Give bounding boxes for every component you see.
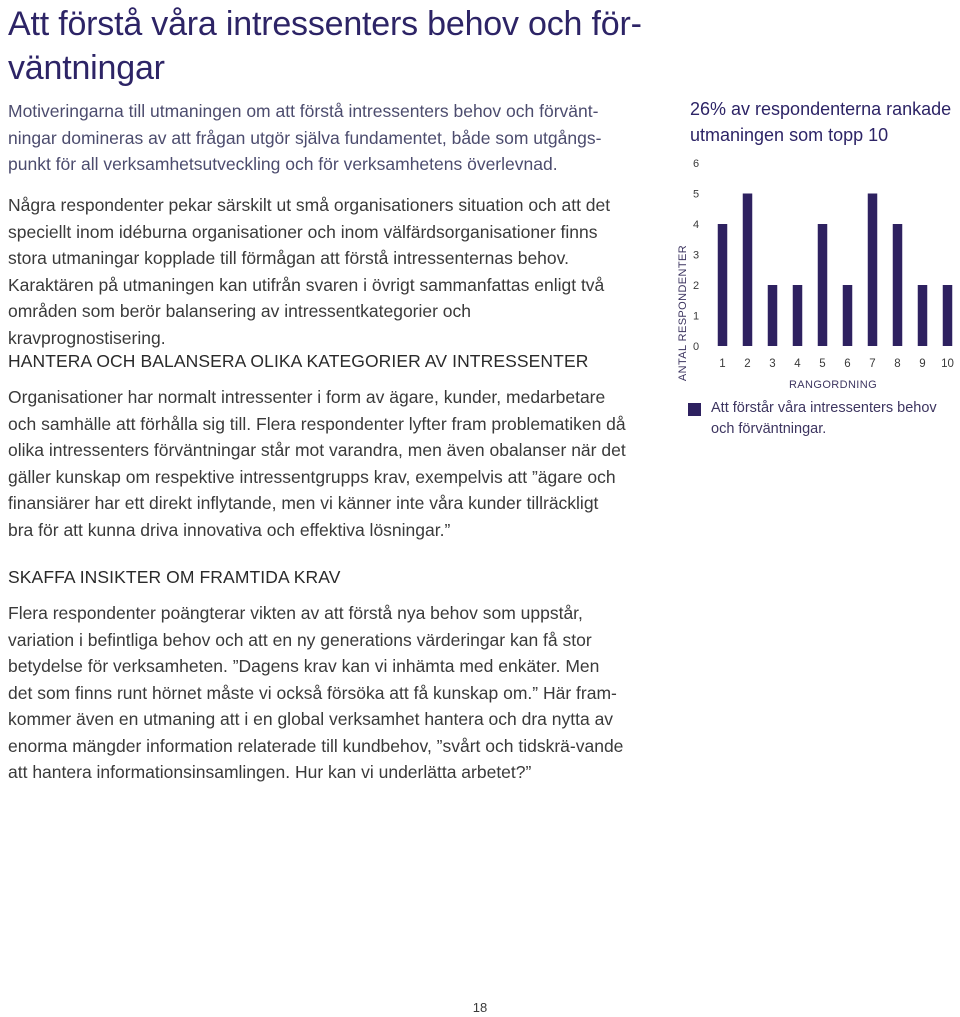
section-text: Organisationer har normalt intressenter i form av ägare, kunder, medarbetare och samhälle att förhålla sig till. Flera respondenter lyfter fram problematiken då olika intressenters förväntningar står mot varandra, men även obalanser när det gäller kunskap om respektive intressentgrupps krav, exempelvis att ”ägare och finansiärer har ett direkt inflytande, men vi känner inte våra kunder tillräckligt bra för att kunna driva innovativa och effektiva lösningar.” [8, 387, 626, 540]
bar [943, 285, 953, 346]
x-tick-label: 4 [794, 358, 801, 370]
y-tick-label: 3 [692, 249, 700, 262]
section-heading: SKAFFA INSIKTER OM FRAMTIDA KRAV [8, 567, 341, 587]
section-text: Flera respondenter poängterar vikten av att förstå nya behov som uppstår, variation i befintliga behov och att en ny generations värderingar kan få stor betydelse för verksamheten. ”Dagens krav kan vi inhämta med enkäter. Men det som finns runt hörnet måste vi också försöka att få kunskap om.” Här fram-kommer även en utmaning att i en global verksamhet hantera och dra nytta av enorma mängder information relaterade till kundbehov, ”svårt och tidskrä-vande att hantera informationsinsamlingen. Hur kan vi underlätta arbetet?” [8, 603, 624, 782]
bar [743, 194, 753, 347]
y-tick-label: 2 [692, 280, 700, 292]
x-tick-label: 2 [744, 358, 751, 370]
x-tick-label: 9 [919, 358, 926, 370]
bar-chart [666, 150, 960, 395]
y-axis [693, 158, 699, 353]
chart-title: 26% av respondenterna rankade utmaningen som topp 10 [690, 99, 952, 145]
bar [768, 285, 778, 346]
x-tick-label: 3 [769, 358, 776, 370]
intro-paragraph: Motiveringarna till utmaningen om att förstå intressenters behov och förvänt-ningar domineras av att frågan utgör själva fundamentet, både som utgångs-punkt för all verksamhetsutveckling och för verksamhetens överlevnad. [8, 101, 602, 174]
section-future-requirements [8, 564, 628, 786]
x-tick-label: 6 [844, 358, 851, 370]
chart-legend [688, 398, 960, 440]
y-tick-label: 1 [692, 310, 700, 323]
bar-series [718, 194, 953, 347]
bar [843, 285, 853, 346]
y-tick-label: 4 [692, 219, 700, 231]
y-tick-label: 5 [692, 188, 700, 201]
x-axis [719, 358, 954, 370]
bar [718, 224, 728, 346]
section-heading: HANTERA OCH BALANSERA OLIKA KATEGORIER AV INTRESSENTER [8, 351, 589, 371]
bar [893, 224, 903, 346]
y-axis-label: ANTAL RESPONDENTER [677, 244, 689, 382]
body-paragraph: Några respondenter pekar särskilt ut små organisationers situation och att det speciellt inom idéburna organisationer och inom välfärdsorganisationer finns stora utmaningar kopplade till förmågan att förstå intressenternas behov. Karaktären på utmaningen kan utifrån svaren i övrigt sammanfattas enligt två områden som berör balansering av intressentkategorier och kravprognostisering. [8, 195, 611, 348]
legend-label: Att förstår våra intressenters behov och förväntningar. [711, 400, 937, 437]
bar [818, 224, 828, 346]
page-number: 18 [472, 1000, 488, 1015]
bar [793, 285, 803, 346]
x-tick-label: 1 [719, 358, 726, 370]
x-axis-label: RANGORDNING [788, 379, 878, 391]
x-tick-label: 8 [894, 358, 901, 370]
y-tick-label: 6 [692, 158, 700, 170]
bar [918, 285, 928, 346]
page-title: Att förstå våra intressenters behov och för-väntningar [8, 5, 642, 87]
legend-swatch [688, 403, 701, 416]
section-stakeholder-balance [8, 348, 628, 543]
bar [868, 194, 878, 347]
x-tick-label: 7 [869, 358, 876, 370]
x-tick-label: 10 [941, 358, 954, 370]
x-tick-label: 5 [819, 358, 826, 370]
y-tick-label: 0 [692, 341, 700, 353]
